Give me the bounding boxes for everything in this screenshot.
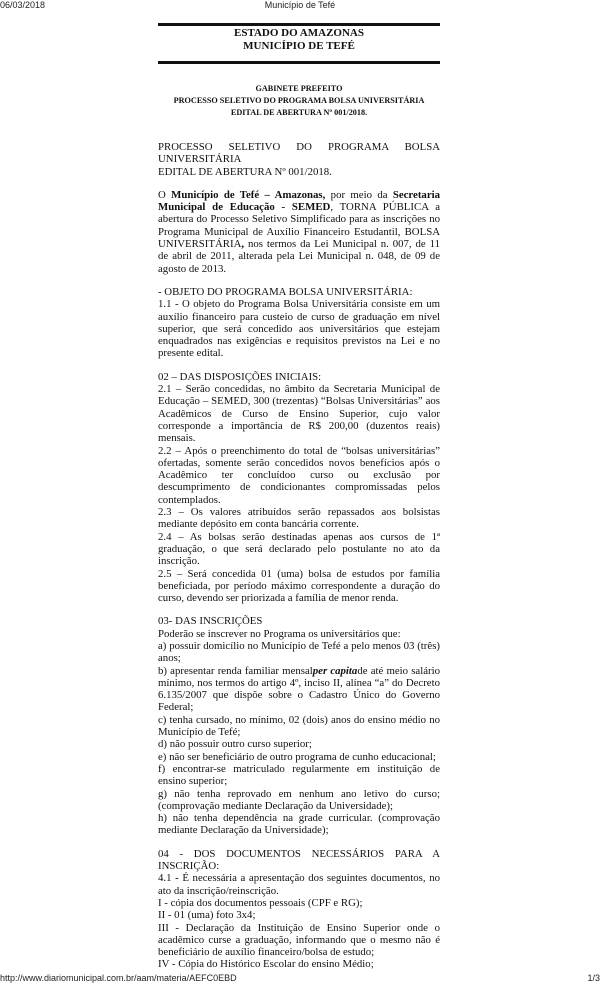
section3-item: h) não tenha dependência na grade curricular. (comprovação mediante Declaração da Universidade);: [158, 812, 440, 837]
intro-bold-comma: ,: [241, 238, 245, 251]
section3-item: c) tenha cursado, no mínimo, 02 (dois) anos do ensino médio no Município de Tefé;: [158, 713, 440, 739]
section1-item: 1.1 - O objeto do Programa Bolsa Universitária consiste em um auxílio financeiro para custeio de curso de graduação em nível superior, que será concedido aos universitários que estejam enquadrados nas exigências e requisitos previstos na Lei e no presente edital.: [158, 298, 440, 360]
section3-intro: Poderão se inscrever no Programa os universitários que:: [158, 627, 401, 640]
section3-item: g) não tenha reprovado em nenhum ano letivo do curso; (comprovação mediante Declaração da Universidade);: [158, 787, 440, 812]
letterhead-top-rule: [158, 23, 440, 26]
print-url: http://www.diariomunicipal.com.br/aam/materia/AEFC0EBD: [0, 973, 237, 983]
letterhead-state: ESTADO DO AMAZONAS: [234, 27, 364, 39]
edital-line: EDITAL DE ABERTURA Nº 001/2018.: [158, 165, 332, 178]
document-body: [158, 141, 440, 971]
section1-title: - OBJETO DO PROGRAMA BOLSA UNIVERSITÁRIA:: [158, 285, 413, 298]
intro-text: O: [158, 188, 172, 201]
section2-item: 2.4 – As bolsas serão destinadas apenas aos cursos de 1ª graduação, o que será declarado pelo postulante no ato da inscrição.: [158, 530, 440, 568]
section3-item: d) não possuir outro curso superior;: [158, 738, 312, 751]
section3-title: 03- DAS INSCRIÇÕES: [158, 615, 263, 628]
intro-text: por meio da: [325, 188, 393, 201]
item-emphasis: per capita: [312, 664, 358, 677]
section2-item: 2.2 – Após o preenchimento do total de “bolsas universitárias” ofertadas, somente serão concedidos novos benefícios após o Acadêmico ter concluídoo curso ou exclusão por descumprimento de condicionantes compromissadas pelos contemplados.: [158, 444, 440, 506]
print-date: 06/03/2018: [0, 0, 46, 10]
section2-title: 02 – DAS DISPOSIÇÕES INICIAIS:: [158, 370, 322, 383]
letterhead-municipality: MUNICÍPIO DE TEFÉ: [243, 40, 355, 52]
title-line: PROCESSO SELETIVO DO PROGRAMA BOLSA UNIVERSITÁRIA: [158, 141, 440, 166]
print-page-number: 1/3: [587, 973, 600, 983]
section3-item: e) não ser beneficiário de outro programa de cunho educacional;: [158, 750, 436, 763]
item-text: de até meio salário mínimo, nos termos do artigo 4º, inciso II, alínea “a” do Decreto 6.135/2007 que dispõe sobre o Cadastro Único do Governo Federal;: [158, 664, 440, 714]
section4-item: II - 01 (uma) foto 3x4;: [158, 909, 256, 922]
letterhead: [158, 27, 440, 53]
section4-item: III - Declaração da Instituição de Ensino Superior onde o acadêmico curse a graduação, informando que o mesmo não é beneficiário de auxílio financeiro/bolsa de estudo;: [158, 921, 440, 959]
section3-item: [158, 665, 440, 714]
intro-text: nos termos da Lei Municipal n. 007, de 11 de abril de 2011, alterada pela Lei Municipal n. 048, de 09 de agosto de 2013.: [158, 238, 440, 275]
section2-item: 2.5 – Será concedida 01 (uma) bolsa de estudos por família beneficiada, por período máximo correspondente a duração do curso, devendo ser priorizada a família de menor renda.: [158, 567, 440, 605]
section3-item: f) encontrar-se matriculado regularmente em instituição de ensino superior;: [158, 762, 440, 788]
heading-office: GABINETE PREFEITO: [255, 84, 343, 93]
section3-item: a) possuir domicílio no Município de Tefé a pelo menos 03 (três) anos;: [158, 639, 440, 665]
intro-bold-secretaria: Secretaria Municipal de Educação - SEMED: [158, 188, 441, 214]
intro-bold-municipality: Município de Tefé – Amazonas,: [171, 188, 326, 201]
intro-paragraph: [158, 189, 440, 275]
heading-edital: EDITAL DE ABERTURA Nº 001/2018.: [230, 108, 368, 117]
print-title: Município de Tefé: [264, 0, 336, 10]
section4-item: I - cópia dos documentos pessoais (CPF e RG);: [158, 896, 363, 909]
section4-item: 4.1 - É necessária a apresentação dos seguintes documentos, no ato da inscrição/reinscrição.: [158, 872, 440, 897]
item-text: b) apresentar renda familiar mensal: [158, 664, 313, 677]
section2-item: 2.3 – Os valores atribuídos serão repassados aos bolsistas mediante depósito em conta bancária corrente.: [158, 506, 440, 531]
heading-process: PROCESSO SELETIVO DO PROGRAMA BOLSA UNIVERSITÁRIA: [173, 96, 425, 105]
section2-item: 2.1 – Serão concedidas, no âmbito da Secretaria Municipal de Educação – SEMED, 300 (trezentas) “Bolsas Universitárias” aos Acadêmicos de Curso de Ensino Superior, cujo valor corresponde a importância de R$ 200,00 (duzentos reais) mensais.: [158, 383, 440, 445]
section4-item: IV - Cópia do Histórico Escolar do ensino Médio;: [158, 958, 374, 971]
letterhead-bottom-rule: [158, 61, 440, 64]
section4-title: 04 - DOS DOCUMENTOS NECESSÁRIOS PARA A INSCRIÇÃO:: [158, 847, 440, 873]
intro-text: , TORNA PÚBLICA a abertura do Processo Seletivo Simplificado para as inscrições no Programa Municipal de Auxílio Financeiro Estudantil, BOLSA UNIVERSITÁRIA: [158, 201, 440, 251]
document-heading: [158, 83, 440, 119]
